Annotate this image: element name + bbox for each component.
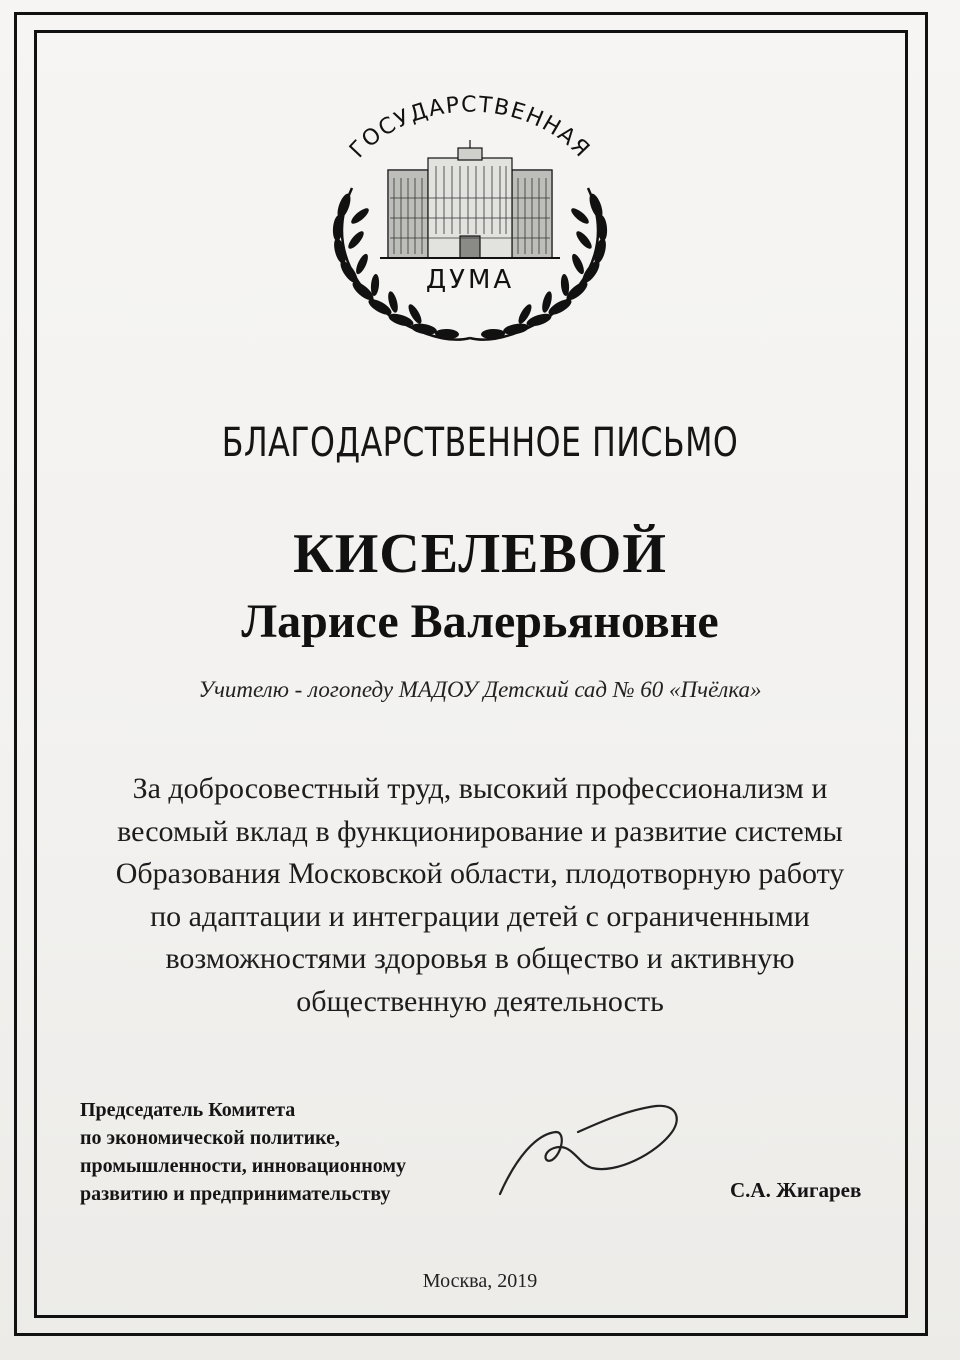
body-line: по адаптации и интеграции детей с ограниченными (150, 899, 810, 933)
letter-title: БЛАГОДАРСТВЕННОЕ ПИСЬМО (221, 420, 739, 466)
signer-name: С.А. Жигарев (730, 1178, 862, 1202)
signer-title (80, 1096, 500, 1208)
signer-title-line: по экономической политике, (80, 1127, 341, 1149)
place-date: Москва, 2019 (422, 1270, 538, 1292)
emblem-top-word: ГОСУДАРСТВЕННАЯ (345, 92, 595, 164)
duma-building-icon (380, 140, 560, 258)
signer-title-line: промышленности, инновационному (80, 1155, 406, 1177)
body-line: Образования Московской области, плодотворную работу (115, 857, 845, 890)
signer-title-line: развитию и предпринимательству (80, 1183, 391, 1205)
letter-body (70, 768, 890, 1023)
body-line: общественную деятельность (296, 984, 664, 1018)
recipient-name: Ларисе Валерьяновне (241, 595, 719, 648)
body-line: весомый вклад в функционирование и развитие системы (117, 814, 843, 848)
recipient-surname: КИСЕЛЕВОЙ (293, 523, 667, 585)
recipient-position: Учителю - логопеду МАДОУ Детский сад № 60 «Пчёлка» (198, 677, 762, 702)
handwritten-signature (496, 1098, 696, 1198)
state-duma-emblem-icon (300, 88, 640, 350)
body-line: возможностями здоровья в общество и активную (165, 942, 795, 975)
body-line: За добросовестный труд, высокий профессионализм и (132, 772, 828, 805)
signer-title-line: Председатель Комитета (80, 1099, 296, 1121)
emblem-bottom-word: ДУМА (425, 265, 515, 295)
